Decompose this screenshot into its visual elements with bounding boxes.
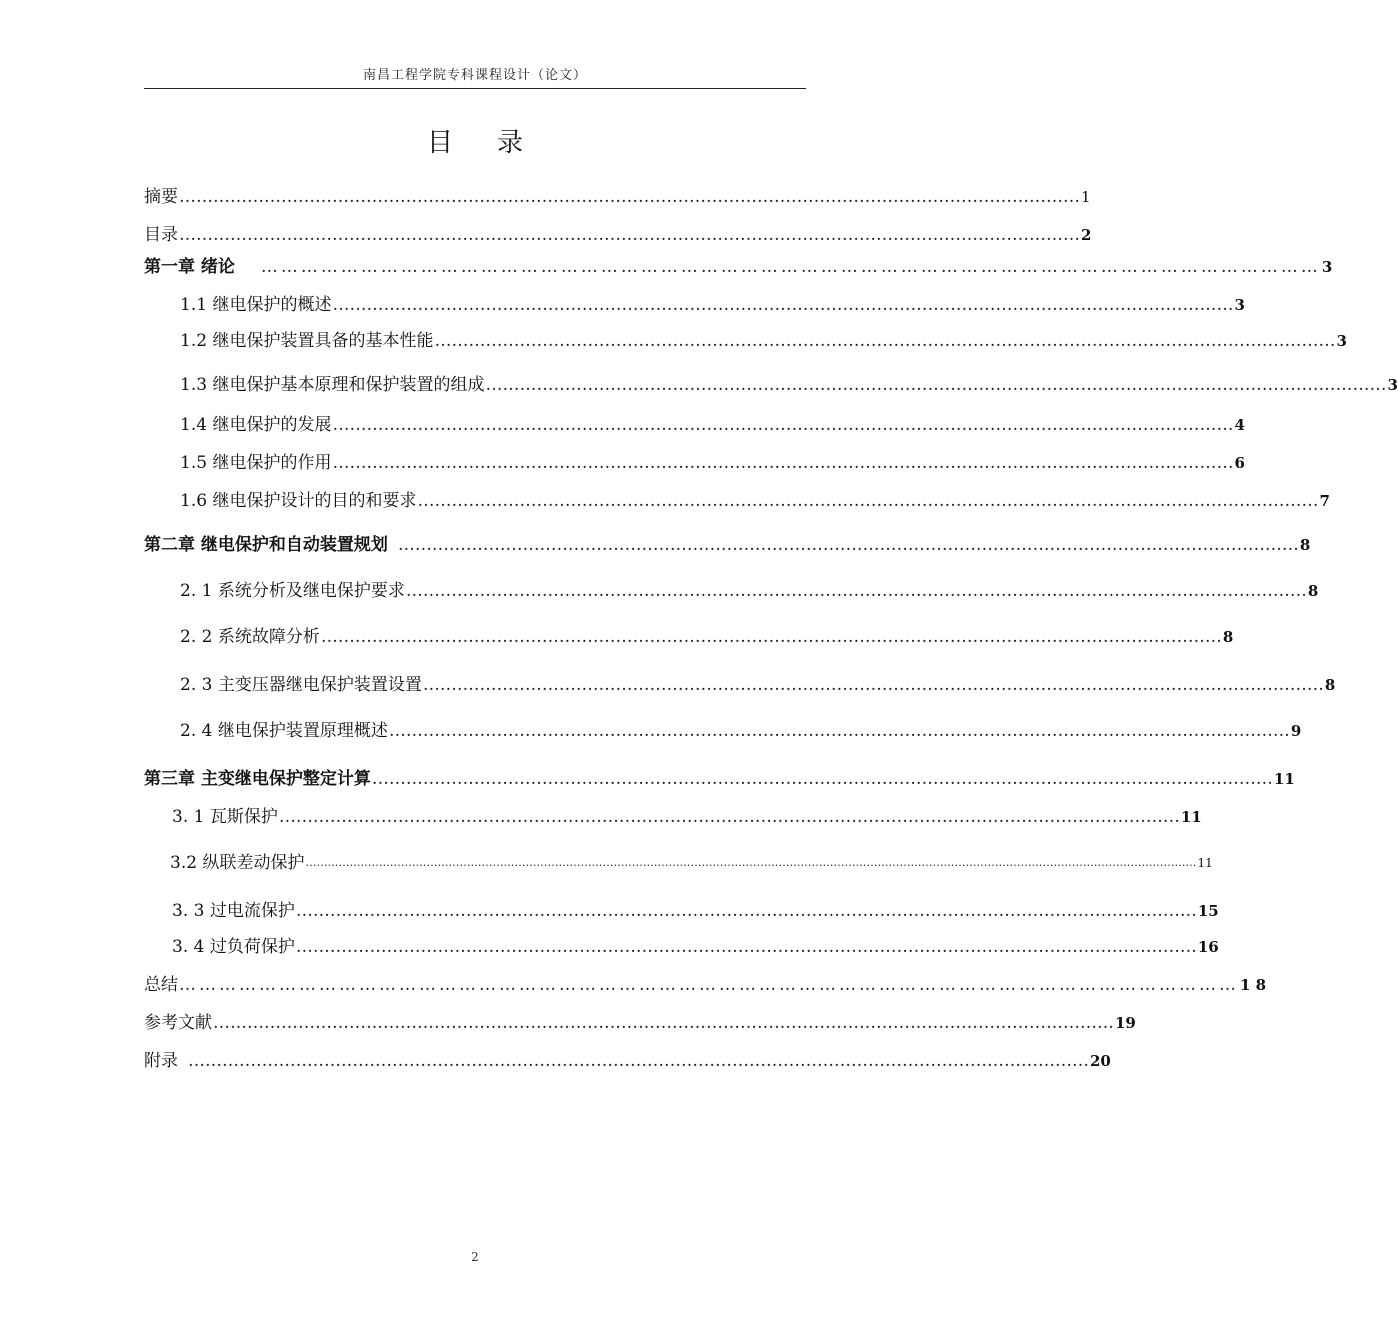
toc-leader: …………………………………………………………………………………………………………………………………………… bbox=[332, 415, 1234, 435]
toc-entry-label: 2. 4 继电保护装置原理概述 bbox=[180, 721, 388, 741]
toc-leader: …………………………………………………………………………………………………………………………………………… bbox=[295, 901, 1197, 921]
toc-entry-label: 目录 bbox=[144, 225, 178, 245]
toc-entry-page: 11 bbox=[1273, 770, 1295, 788]
toc-entry[interactable] bbox=[172, 896, 1219, 922]
toc-entry-label: 1.4 继电保护的发展 bbox=[180, 415, 332, 435]
toc-entry[interactable] bbox=[180, 576, 1319, 602]
toc-entry[interactable] bbox=[170, 848, 1213, 874]
toc-entry-page: 11 bbox=[1180, 808, 1202, 826]
toc-entry-page: 4 bbox=[1234, 416, 1245, 434]
toc-entry[interactable] bbox=[180, 716, 1302, 742]
toc-leader: …………………………………………………………………………………………………………………………………………… bbox=[422, 675, 1324, 695]
toc-leader: …………………………………………………………………………………………………………………………………………… bbox=[260, 257, 1321, 277]
toc-entry[interactable] bbox=[172, 802, 1202, 828]
toc-entry[interactable] bbox=[180, 290, 1245, 316]
toc-entry-page: 11 bbox=[1197, 856, 1213, 870]
toc-leader: …………………………………………………………………………………………………………………………………………… bbox=[295, 937, 1197, 957]
toc-entry-page: 3 bbox=[1321, 258, 1333, 276]
toc-entry[interactable] bbox=[144, 252, 1333, 278]
toc-entry-label: 2. 3 主变压器继电保护装置设置 bbox=[180, 675, 422, 695]
toc-entry-page: 8 bbox=[1299, 536, 1311, 554]
toc-leader: …………………………………………………………………………………………………………………………………………… bbox=[485, 375, 1387, 395]
toc-entry-page: 7 bbox=[1319, 492, 1330, 510]
toc-entry-page: 2 bbox=[1081, 226, 1092, 244]
toc-leader: …………………………………………………………………………………………………………………………………………… bbox=[388, 721, 1290, 741]
toc-leader: …………………………………………………………………………………………………………………………………………… bbox=[320, 627, 1222, 647]
page-header: 南昌工程学院专科课程设计（论文） bbox=[362, 68, 587, 83]
toc-entry-page: 3 bbox=[1387, 376, 1398, 394]
toc-entry-label: 3.2 纵联差动保护 bbox=[170, 853, 305, 873]
page-number: 2 bbox=[471, 1250, 479, 1264]
toc-entry-page: 3 bbox=[1234, 296, 1245, 314]
toc-entry-label: 摘要 bbox=[144, 187, 178, 207]
toc-entry-page: 9 bbox=[1290, 722, 1302, 740]
toc-entry[interactable] bbox=[172, 932, 1219, 958]
toc-entry-label: 1.1 继电保护的概述 bbox=[180, 295, 332, 315]
toc-entry-label: 2. 1 系统分析及继电保护要求 bbox=[180, 581, 405, 601]
toc-entry[interactable] bbox=[144, 182, 1091, 208]
toc-entry-label: 第一章 绪论 bbox=[144, 257, 235, 277]
toc-entry[interactable] bbox=[180, 622, 1234, 648]
toc-entry[interactable] bbox=[144, 764, 1295, 790]
toc-entry[interactable] bbox=[180, 670, 1336, 696]
toc-entry-label: 附录 bbox=[144, 1051, 178, 1071]
toc-entry-page: 8 bbox=[1324, 676, 1336, 694]
toc-leader: …………………………………………………………………………………………………………………………………………… bbox=[179, 225, 1080, 245]
toc-entry-label: 总结 bbox=[144, 975, 178, 995]
toc-leader: …………………………………………………………………………………………………………………………………………… bbox=[332, 453, 1234, 473]
toc-entry-page: 1 8 bbox=[1240, 976, 1267, 994]
toc-entry-label: 第二章 继电保护和自动装置规划 bbox=[144, 535, 388, 555]
toc-entry-page: 16 bbox=[1197, 938, 1219, 956]
toc-entry[interactable] bbox=[144, 1008, 1136, 1034]
toc-entry-page: 6 bbox=[1234, 454, 1245, 472]
toc-entry-label: 1.5 继电保护的作用 bbox=[180, 453, 332, 473]
toc-entry-label: 3. 1 瓦斯保护 bbox=[172, 807, 278, 827]
page-title: 目录 bbox=[426, 128, 567, 158]
toc-entry-label: 1.6 继电保护设计的目的和要求 bbox=[180, 491, 417, 511]
toc-entry-page: 8 bbox=[1307, 582, 1319, 600]
toc-leader: ……………………………………………………………………………………………………………………………………………………………………………………………………………………… bbox=[305, 856, 1197, 869]
toc-entry-page: 8 bbox=[1222, 628, 1234, 646]
toc-entry[interactable] bbox=[180, 410, 1245, 436]
toc-entry[interactable] bbox=[144, 530, 1311, 556]
toc-entry[interactable] bbox=[144, 1046, 1111, 1072]
toc-leader: …………………………………………………………………………………………………………………………………………… bbox=[405, 581, 1307, 601]
toc-leader: …………………………………………………………………………………………………………………………………………… bbox=[188, 1051, 1089, 1071]
toc-entry-label: 2. 2 系统故障分析 bbox=[180, 627, 320, 647]
toc-leader: …………………………………………………………………………………………………………………………………………… bbox=[397, 535, 1299, 555]
toc-leader: …………………………………………………………………………………………………………………………………………… bbox=[434, 331, 1336, 351]
toc-leader: …………………………………………………………………………………………………………………………………………… bbox=[332, 295, 1234, 315]
toc-entry[interactable] bbox=[180, 486, 1330, 512]
toc-entry[interactable] bbox=[144, 220, 1092, 246]
toc-entry-page: 20 bbox=[1090, 1052, 1111, 1070]
toc-entry[interactable] bbox=[180, 448, 1245, 474]
toc-entry-label: 1.3 继电保护基本原理和保护装置的组成 bbox=[180, 375, 485, 395]
toc-entry[interactable] bbox=[144, 970, 1267, 996]
toc-leader: …………………………………………………………………………………………………………………………………………… bbox=[179, 187, 1080, 207]
toc-entry[interactable] bbox=[180, 326, 1347, 352]
toc-entry[interactable] bbox=[180, 370, 1398, 396]
toc-entry-page: 1 bbox=[1081, 188, 1091, 206]
toc-entry-label: 3. 3 过电流保护 bbox=[172, 901, 295, 921]
toc-entry-page: 3 bbox=[1336, 332, 1347, 350]
toc-entry-label: 第三章 主变继电保护整定计算 bbox=[144, 769, 371, 789]
toc-leader: …………………………………………………………………………………………………………………………………………… bbox=[278, 807, 1180, 827]
toc-entry-label: 参考文献 bbox=[144, 1013, 212, 1033]
toc-leader: …………………………………………………………………………………………………………………………………………… bbox=[179, 975, 1239, 995]
toc-entry-page: 15 bbox=[1197, 902, 1219, 920]
toc-leader: …………………………………………………………………………………………………………………………………………… bbox=[417, 491, 1319, 511]
toc-entry-label: 3. 4 过负荷保护 bbox=[172, 937, 295, 957]
toc-leader: …………………………………………………………………………………………………………………………………………… bbox=[213, 1013, 1114, 1033]
toc-entry-label: 1.2 继电保护装置具备的基本性能 bbox=[180, 331, 434, 351]
toc-leader: …………………………………………………………………………………………………………………………………………… bbox=[371, 769, 1273, 789]
toc-entry-page: 19 bbox=[1115, 1014, 1136, 1032]
